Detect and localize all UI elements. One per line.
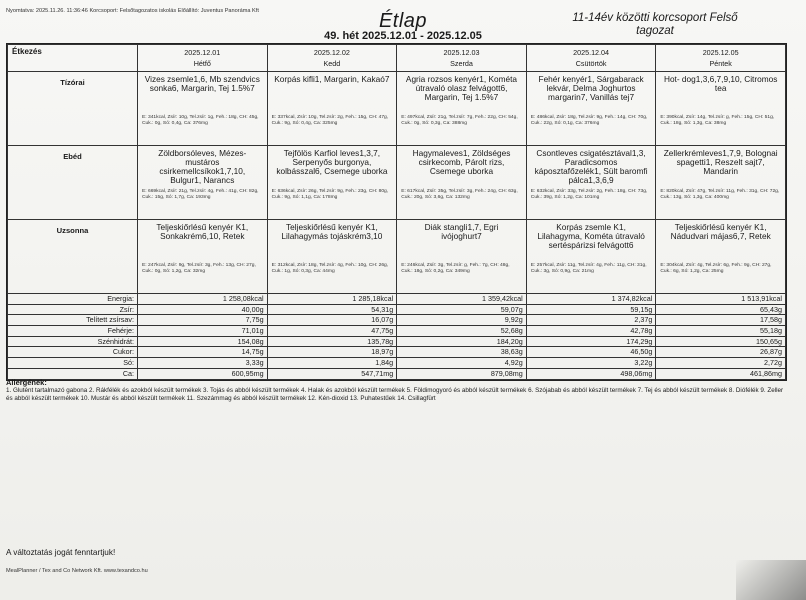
total-value: 47,75g — [267, 326, 397, 337]
total-value: 461,86mg — [656, 368, 786, 379]
meal-label: Tízórai — [8, 72, 138, 146]
total-value: 46,50g — [526, 347, 656, 358]
meal-cell — [526, 220, 656, 294]
food-items: Tejfölös Karfiol leves1,3,7, Serpenyős burgonya, kolbásszal6, Csemege uborka — [276, 148, 388, 176]
totals-row-cukor — [8, 347, 786, 358]
total-value: 600,95mg — [138, 368, 268, 379]
total-value: 150,65g — [656, 336, 786, 347]
total-value: 71,01g — [138, 326, 268, 337]
day-name: Szerda — [450, 59, 473, 68]
menu-table — [6, 43, 787, 381]
total-value: 1 359,42kcal — [397, 294, 527, 305]
day-date: 2025.12.05 — [702, 48, 739, 57]
nutrition-info: E: 636kcal, Zsír: 26g, Tel.zsír: 9g, Feh.: 23g, CH: 80g, Cuk.: 9g, Só: 1,1g, Ca: 178mg — [271, 189, 389, 200]
meal-label: Uzsonna — [8, 220, 138, 294]
total-value: 154,08g — [138, 336, 268, 347]
total-label: Energia: — [8, 294, 138, 305]
nutrition-info: E: 341kcal, Zsír: 10g, Tel.zsír: 1g, Feh.: 18g, CH: 45g, Cuk.: 0g, Só: 0,4g, Ca: 376mg — [142, 115, 259, 126]
total-label: Fehérje: — [8, 326, 138, 337]
total-value: 498,06mg — [526, 368, 656, 379]
total-value: 1,84g — [267, 358, 397, 369]
total-value: 4,92g — [397, 358, 527, 369]
food-items: Korpás kifli1, Margarin, Kakaó7 — [274, 74, 390, 84]
total-label: Cukor: — [8, 347, 138, 358]
meal-cell — [397, 220, 527, 294]
total-value: 7,75g — [138, 315, 268, 326]
totals-row-telitett-zsirsav — [8, 315, 786, 326]
page-title: Étlap — [378, 10, 428, 32]
food-items: Teljeskiőrlésű kenyér K1, Sonkakrém6,10, Retek — [156, 222, 249, 241]
totals-row-so — [8, 358, 786, 369]
total-value: 547,71mg — [267, 368, 397, 379]
day-name: Kedd — [323, 59, 341, 68]
meal-cell — [656, 72, 786, 146]
day-header — [397, 45, 527, 72]
meal-row-ebed — [8, 146, 786, 220]
meal-cell — [656, 220, 786, 294]
day-name: Csütörtök — [575, 59, 607, 68]
total-value: 55,18g — [656, 326, 786, 337]
total-value: 52,68g — [397, 326, 527, 337]
total-value: 2,72g — [656, 358, 786, 369]
nutrition-info: E: 304kcal, Zsír: 4g, Tel.zsír: 6g, Feh.: 9g, CH: 27g, Cuk.: 6g, Só: 1,2g, Ca: 25mg — [660, 263, 772, 274]
disclaimer: A változtatás jogát fenntartjuk! — [6, 548, 116, 557]
day-header — [138, 45, 268, 72]
total-label: Szénhidrát: — [8, 336, 138, 347]
total-value: 1 513,91kcal — [656, 294, 786, 305]
total-value: 14,75g — [138, 347, 268, 358]
meal-cell — [267, 220, 397, 294]
meal-row-uzsonna — [8, 220, 786, 294]
food-items: Vizes zsemle1,6, Mb szendvics sonka6, Margarin, Tej 1.5%7 — [144, 74, 260, 93]
day-header — [656, 45, 786, 72]
meal-row-tizorai — [8, 72, 786, 146]
day-date: 2025.12.04 — [573, 48, 610, 57]
totals-row-szenhidrat — [8, 336, 786, 347]
meal-cell — [397, 72, 527, 146]
day-header — [267, 45, 397, 72]
total-value: 59,15g — [526, 304, 656, 315]
food-items: Zöldborsóleves, Mézes-mustáros csirkemellcsíkok1,7,10, Bulgur1, Narancs — [158, 148, 247, 185]
meal-cell — [526, 72, 656, 146]
nutrition-info: E: 669kcal, Zsír: 21g, Tel.zsír: 4g, Feh.: 41g, CH: 82g, Cuk.: 15g, Só: 1,7g, Ca: 193mg — [142, 189, 259, 200]
total-value: 65,43g — [656, 304, 786, 315]
total-value: 18,97g — [267, 347, 397, 358]
nutrition-info: E: 820kcal, Zsír: 47g, Tel.zsír: 11g, Feh.: 31g, CH: 72g, Cuk.: 13g, Só: 1,3g, Ca: 400mg — [660, 189, 780, 200]
total-value: 879,08mg — [397, 368, 527, 379]
meal-cell — [526, 146, 656, 220]
day-name: Péntek — [709, 59, 732, 68]
food-items: Teljeskiőrlésű kenyér K1, Lilahagymás tojáskrém3,10 — [281, 222, 383, 241]
age-group: 11-14év közötti korcsoport Felső tagozat — [572, 12, 738, 37]
food-items: Zellerkrémleves1,7,9, Bolognai spagetti1, Reszelt sajt7, Mandarin — [663, 148, 778, 176]
food-items: Fehér kenyér1, Sárgabarack lekvár, Delma Joghurtos margarin7, Vanillás tej7 — [538, 74, 644, 102]
header-label: Étkezés — [8, 45, 138, 72]
totals-row-energia — [8, 294, 786, 305]
meal-cell — [656, 146, 786, 220]
allergen-title: Allergének: — [6, 378, 47, 387]
day-date: 2025.12.03 — [443, 48, 480, 57]
total-value: 1 285,18kcal — [267, 294, 397, 305]
meal-label: Ebéd — [8, 146, 138, 220]
allergen-list: 1. Glutént tartalmazó gabona 2. Rákfélék és azokból készült termékek 3. Tojás és abból készült termékek 4. Halak és azokból készült termékek 5. Földimogyoró és abból készült termékek 6. Szójabab és abból készült termékek 7. Tej és abból készült termékek 8. Diófélék 9. Zeller és abból készült termékek 10. Mustár és abból készült termékek 11. Szezámmag és abból készült termékek 12. Kén-dioxid 13. Puhatestűek 14. Csillagfürt — [6, 387, 784, 402]
print-info: Nyomtatva: 2025.11.26. 11:36:46 Korcsoport: Felsőtagozatos iskolás Előállító: Juventus Panoráma Kft — [6, 8, 259, 14]
totals-row-ca — [8, 368, 786, 379]
meal-cell — [397, 146, 527, 220]
meal-cell — [138, 220, 268, 294]
meal-cell — [138, 72, 268, 146]
brand-footer: MealPlanner / Tex and Co Network Kft. www.texandco.hu — [6, 568, 148, 574]
total-value: 54,31g — [267, 304, 397, 315]
nutrition-info: E: 257kcal, Zsír: 11g, Tel.zsír: 4g, Feh.: 11g, CH: 31g, Cuk.: 3g, Só: 0,9g, Ca: 21mg — [530, 263, 647, 274]
day-date: 2025.12.01 — [184, 48, 221, 57]
nutrition-info: E: 632kcal, Zsír: 33g, Tel.zsír: 2g, Feh.: 18g, CH: 73g, Cuk.: 39g, Só: 1,2g, Ca: 101mg — [530, 189, 648, 200]
total-value: 135,78g — [267, 336, 397, 347]
total-value: 16,07g — [267, 315, 397, 326]
header-row — [8, 45, 786, 72]
total-value: 1 258,08kcal — [138, 294, 268, 305]
food-items: Hagymaleves1, Zöldséges csirkecomb, Párolt rizs, Csemege uborka — [412, 148, 511, 176]
total-value: 17,58g — [656, 315, 786, 326]
nutrition-info: E: 390kcal, Zsír: 14g, Tel.zsír: g, Feh.: 15g, CH: 51g, Cuk.: 18g, Só: 1,3g, Ca: 38mg — [660, 115, 775, 126]
total-label: Telített zsírsav: — [8, 315, 138, 326]
nutrition-info: E: 312kcal, Zsír: 18g, Tel.zsír: 4g, Feh.: 10g, CH: 26g, Cuk.: 1g, Só: 0,3g, Ca: 44mg — [271, 263, 389, 274]
total-value: 40,00g — [138, 304, 268, 315]
total-value: 38,63g — [397, 347, 527, 358]
food-items: Teljeskiőrlésű kenyér K1, Nádudvari májas6,7, Retek — [670, 222, 771, 241]
allergen-section — [6, 379, 786, 403]
totals-row-feherje — [8, 326, 786, 337]
total-label: Ca: — [8, 368, 138, 379]
total-value: 184,20g — [397, 336, 527, 347]
meal-cell — [267, 146, 397, 220]
food-items: Csontleves csigatésztával1,3, Paradicsomos káposztafőzelék1, Sült baromfi pálca1,3,6,9 — [534, 148, 648, 185]
total-value: 26,87g — [656, 347, 786, 358]
total-label: Só: — [8, 358, 138, 369]
meal-cell — [267, 72, 397, 146]
meal-cell — [138, 146, 268, 220]
food-items: Diák stangli1,7, Egri ivójoghurt7 — [424, 222, 499, 241]
nutrition-info: E: 247kcal, Zsír: 9g, Tel.zsír: 3g, Feh.: 13g, CH: 27g, Cuk.: 0g, Só: 1,2g, Ca: 32mg — [142, 263, 256, 274]
nutrition-info: E: 246kcal, Zsír: 3g, Tel.zsír: g, Feh.: 7g, CH: 48g, Cuk.: 18g, Só: 0,2g, Ca: 349mg — [401, 263, 510, 274]
nutrition-info: E: 497kcal, Zsír: 21g, Tel.zsír: 7g, Feh.: 22g, CH: 54g, Cuk.: 0g, Só: 0,3g, Ca: 388mg — [401, 115, 518, 126]
food-items: Agria rozsos kenyér1, Kométa útravaló olasz felvágott6, Margarin, Tej 1.5%7 — [405, 74, 518, 102]
day-date: 2025.12.02 — [313, 48, 350, 57]
total-value: 59,07g — [397, 304, 527, 315]
total-value: 1 374,82kcal — [526, 294, 656, 305]
total-value: 9,92g — [397, 315, 527, 326]
food-items: Hot- dog1,3,6,7,9,10, Citromos tea — [663, 74, 778, 93]
nutrition-info: E: 486kcal, Zsír: 18g, Tel.zsír: 9g, Feh.: 14g, CH: 70g, Cuk.: 22g, Só: 0,1g, Ca: 376mg — [530, 115, 648, 126]
nutrition-info: E: 617kcal, Zsír: 35g, Tel.zsír: 3g, Feh.: 24g, CH: 63g, Cuk.: 20g, Só: 3,6g, Ca: 132mg — [401, 189, 518, 200]
total-value: 3,22g — [526, 358, 656, 369]
totals-row-zsir — [8, 304, 786, 315]
food-items: Korpás zsemle K1, Lilahagyma, Kométa útravaló sertéspárizsi felvágott6 — [537, 222, 645, 250]
total-value: 3,33g — [138, 358, 268, 369]
total-value: 42,78g — [526, 326, 656, 337]
corner-shadow — [736, 560, 806, 600]
day-header — [526, 45, 656, 72]
total-value: 2,37g — [526, 315, 656, 326]
total-label: Zsír: — [8, 304, 138, 315]
week-range: 49. hét 2025.12.01 - 2025.12.05 — [324, 30, 482, 42]
total-value: 174,29g — [526, 336, 656, 347]
day-name: Hétfő — [193, 59, 211, 68]
nutrition-info: E: 337kcal, Zsír: 10g, Tel.zsír: 2g, Feh.: 15g, CH: 47g, Cuk.: 9g, Só: 0,4g, Ca: 325mg — [271, 115, 389, 126]
